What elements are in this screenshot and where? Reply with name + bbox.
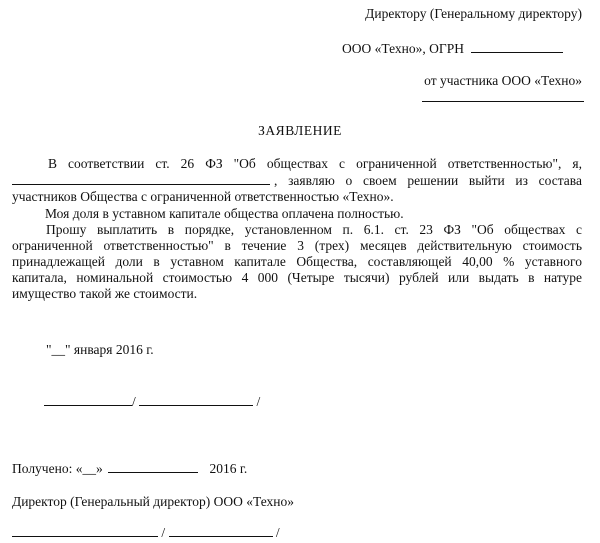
director-name-blank bbox=[169, 524, 273, 537]
director-signature-end-slash: / bbox=[275, 525, 280, 540]
participant-name-blank bbox=[422, 101, 584, 102]
received-month-blank bbox=[108, 460, 198, 473]
signature-name-blank bbox=[139, 393, 253, 406]
company-text: ООО «Техно», ОГРН bbox=[342, 41, 464, 56]
paragraph-2: Моя доля в уставном капитале общества оплачена полностью. bbox=[45, 206, 404, 221]
p1-line-2 bbox=[12, 172, 582, 189]
signature-end-slash: / bbox=[256, 394, 261, 409]
received-year: 2016 г. bbox=[209, 461, 248, 476]
recipient-line: Директору (Генеральному директору) bbox=[365, 6, 582, 21]
date-line: "__" января 2016 г. bbox=[46, 342, 154, 357]
p3-line-4: капитала, номинальной стоимостью 4 000 (Четыре тысячи) рублей или выдать в натуре bbox=[12, 270, 582, 285]
received-line bbox=[12, 460, 247, 477]
director-signature-separator: / bbox=[161, 525, 166, 540]
director-line: Директор (Генеральный директор) ООО «Техно» bbox=[12, 494, 294, 509]
ogrn-blank bbox=[471, 40, 563, 53]
applicant-signature-line bbox=[44, 393, 260, 410]
paragraph-3 bbox=[12, 222, 582, 302]
applicant-name-blank bbox=[12, 172, 270, 185]
director-signature-line bbox=[12, 524, 280, 541]
p3-line-2: ограниченной ответственностью" в течение 3 (трех) месяцев действительную стоимость bbox=[12, 238, 582, 253]
signature-blank bbox=[44, 393, 132, 406]
paragraph-1 bbox=[12, 156, 582, 205]
from-line: от участника ООО «Техно» bbox=[424, 73, 582, 88]
p1-line-1: В соответствии ст. 26 ФЗ "Об обществах с ограниченной ответственностью", я, bbox=[48, 156, 582, 171]
p3-line-5: имущество такой же стоимости. bbox=[12, 286, 198, 301]
document-title: ЗАЯВЛЕНИЕ bbox=[258, 123, 342, 138]
p3-line-3: принадлежащей доли в уставном капитале Общества, составляющей 40,00 % уставного bbox=[12, 254, 582, 269]
director-signature-blank bbox=[12, 524, 158, 537]
received-label: Получено: «__» bbox=[12, 461, 103, 476]
p1-line-3: участников Общества с ограниченной ответственностью «Техно». bbox=[12, 189, 394, 204]
signature-separator: / bbox=[132, 394, 136, 409]
p1-line-2-text: , заявляю о своем решении выйти из состава bbox=[274, 173, 582, 188]
company-line bbox=[342, 40, 563, 57]
p3-line-1: Прошу выплатить в порядке, установленном п. 6.1. ст. 23 ФЗ "Об обществах с bbox=[46, 222, 582, 237]
